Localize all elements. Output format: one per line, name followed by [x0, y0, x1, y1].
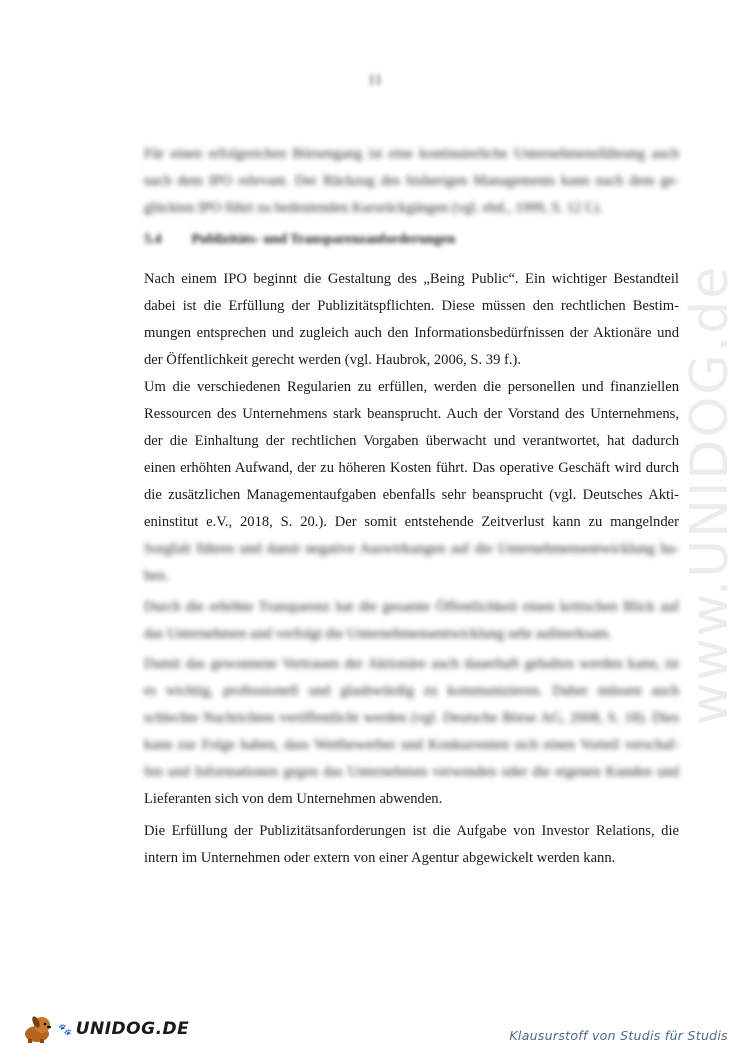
paragraph-vertrauen-blurred: [144, 651, 679, 786]
paragraph-vertrauen-last-line: [144, 786, 679, 813]
text-line: Lieferanten sich von dem Unternehmen abwenden.: [144, 791, 443, 807]
text-line: Durch die erhöhte Transparenz hat die gesamte Öffentlichkeit einen kritischen Blick auf: [144, 599, 679, 615]
text-line: Nach einem IPO beginnt die Gestaltung des „Being Public“. Ein wichtiger Bestandteil: [144, 271, 679, 287]
text-line: Sorgfalt führen und damit negative Auswirkungen auf die Unternehmensentwicklung ha-: [144, 541, 679, 557]
paragraph-being-public: [144, 266, 679, 374]
text-line: der Öffentlichkeit gerecht werden (vgl. Haubrok, 2006, S. 39 f.).: [144, 352, 522, 368]
text-line: kann zur Folge haben, dass Wettbewerber und Konkurrenten sich einen Vorteil verschaf-: [144, 737, 679, 753]
paw-icon: 🐾: [58, 1023, 72, 1036]
text-line: einen erhöhten Aufwand, der zu höheren Kosten führt. Das operative Geschäft wird durch: [144, 460, 679, 476]
text-line: das Unternehmen und verfolgt die Unternehmensentwicklung sehr aufmerksam.: [144, 626, 612, 642]
page-number: 11: [367, 72, 383, 88]
text-line: Die Erfüllung der Publizitätsanforderungen ist die Aufgabe von Investor Relations, die: [144, 823, 679, 839]
logo-text: UNIDOG.DE: [75, 1019, 190, 1039]
text-line: Damit das gewonnene Vertrauen der Aktionäre auch dauerhaft gehalten werden kann, ist: [144, 656, 679, 672]
dog-mascot-icon: [20, 1014, 54, 1044]
text-line: Für einen erfolgreichen Börsengang ist eine kontinuierliche Unternehmensführung auch: [144, 146, 679, 162]
watermark-text: www.UNIDOG.de: [680, 264, 740, 726]
paragraph-transparenz-blurred: [144, 594, 679, 648]
text-line: glückten IPO führt zu bedeutenden Kursrückgängen (vgl. ebd., 1999, S. 12 f.).: [144, 200, 602, 216]
text-line: mungen entsprechen und zugleich auch den Informationsbedürfnissen der Aktionäre und: [144, 325, 679, 341]
text-line: der die Einhaltung der rechtlichen Vorgaben überwacht und verantwortet, hat dadurch: [144, 433, 679, 449]
logo: [20, 1014, 189, 1044]
text-line: die zusätzlichen Managementaufgaben ebenfalls sehr beansprucht (vgl. Deutsches Akti-: [144, 487, 679, 503]
watermark: [640, 260, 750, 730]
text-line: nach dem IPO relevant. Der Rückzug des bisherigen Managements kann nach dem ge-: [144, 173, 679, 189]
text-line: fen und Informationen gegen das Unternehmen verwenden oder die eigenen Kunden und: [144, 764, 679, 780]
paragraph-regularien: [144, 374, 679, 536]
text-line: intern im Unternehmen oder extern von einer Agentur abgewickelt werden kann.: [144, 850, 616, 866]
text-line: dabei ist die Erfüllung der Publizitätspflichten. Diese müssen den rechtlichen Bestim-: [144, 298, 679, 314]
text-line: ben.: [144, 568, 169, 584]
section-number: 5.4: [144, 232, 162, 247]
paragraph-intro-blurred: [144, 141, 679, 222]
text-line: Ressourcen des Unternehmens stark beansprucht. Auch der Vorstand des Unternehmens,: [144, 406, 679, 422]
text-line: eninstitut e.V., 2018, S. 20.). Der somit entstehende Zeitverlust kann zu mangelnder: [144, 514, 679, 530]
footer-slogan: Klausurstoff von Studis für Studis: [509, 1028, 728, 1043]
text-line: Um die verschiedenen Regularien zu erfüllen, werden die personellen und finanziellen: [144, 379, 679, 395]
text-line: es wichtig, professionell und glaubwürdig zu kommunizieren. Daher müssen auch: [144, 683, 679, 699]
text-line: schlechte Nachrichten veröffentlicht werden (vgl. Deutsche Börse AG, 2008, S. 18). Dies: [144, 710, 679, 726]
section-heading: [144, 232, 679, 248]
paragraph-investor-relations: [144, 818, 679, 872]
paragraph-regularien-blurred: [144, 536, 679, 590]
section-title: Publizitäts- und Transparenzanforderungen: [191, 232, 456, 247]
